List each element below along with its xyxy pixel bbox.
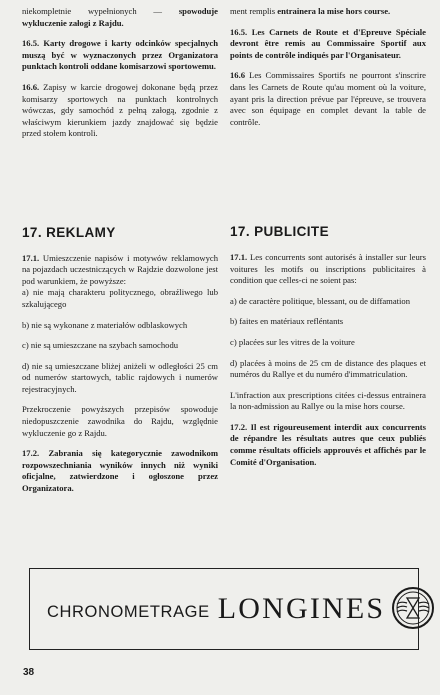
paragraph-16-5 xyxy=(230,27,426,62)
paragraph-number: 17.2. xyxy=(22,448,40,459)
continuation-paragraph xyxy=(22,6,218,29)
list-item: c) placées sur les vitres de la voiture xyxy=(230,336,355,347)
paragraph-text: Karty drogowe i karty odcinków specjalnych muszą być w wyznaczonych przez Organizatora punktach kontroli oddane komisarzowi sportowemu. xyxy=(22,38,218,72)
paragraph-number: 16.6. xyxy=(22,81,40,92)
winged-hourglass-logo-icon xyxy=(391,586,435,635)
penalty-paragraph: Przekroczenie powyższych przepisów spowoduje niedopuszczenie zawodnika do Rajdu, względnie wykluczenie go z Rajdu. xyxy=(22,404,218,438)
paragraph-number: 16.5. xyxy=(230,26,248,37)
paragraph-number: 16.6 xyxy=(230,70,246,81)
continuation-text: ment remplis xyxy=(230,6,276,16)
paragraph-number: 17.1. xyxy=(230,251,248,262)
paragraph-text: Zapisy w karcie drogowej dokonane będą przez komisarzy sportowych na punktach kontrolnych wówczas, gdy samochód z pełną załogą, zgodnie z właściwym kierunkiem jazdy znajdować się będzie przed stołem kontroli. xyxy=(22,81,218,139)
list-item: d) nie są umieszczane bliżej aniżeli w odległości 25 cm od numerów startowych, tablic rajdowych i numerów rejestracyjnych. xyxy=(22,360,218,394)
polish-column xyxy=(22,6,218,504)
paragraph-text: Les Carnets de Route et d'Epreuve Spéciale devront être remis au Commissaire Sportif aux points de contrôle indiqués par l'Organisateur. xyxy=(230,26,426,60)
paragraph-number: 17.2. xyxy=(230,421,248,432)
list-item: c) nie są umieszczane na szybach samochodu xyxy=(22,340,179,351)
paragraph-17-2 xyxy=(22,448,218,494)
paragraph-text: Zabrania się kategorycznie zawodnikom rozpowszechniania wyników innych niż wyniki oficjalne, zatwierdzone i ogłoszone przez Organizatora. xyxy=(22,448,218,494)
list-item: a) nie mają charakteru politycznego, obraźliwego lub szkalującego xyxy=(22,287,218,309)
ad-brand-name: LONGINES xyxy=(217,592,386,625)
list-item: b) faites en matériaux refléntants xyxy=(230,316,344,327)
paragraph-text: Umieszczenie napisów i motywów reklamowych na pojazdach uczestniczących w Rajdzie dozwolone jest pod warunkiem, że powyższe: xyxy=(22,252,218,286)
section-heading: 17. PUBLICITE xyxy=(230,224,329,240)
paragraph-16-5 xyxy=(22,38,218,73)
ad-chronometrage-text: CHRONOMETRAGE xyxy=(47,602,210,621)
paragraph-text: Il est rigoureusement interdit aux concurrents de répandre les résultats autres que ceux publiés comme résultats officiels approuvés et affichés par le Comité d'Organisation. xyxy=(230,421,426,467)
page-number: 38 xyxy=(23,667,35,678)
paragraph-text: Les Commissaires Sportifs ne pourront s'inscrire dans les Carnets de Route qu'au moment où la voiture, ayant pris la direction prévue par l'épreuve, se trouvera avec son équipage en complet devant la table de contrôle. xyxy=(230,70,426,127)
continuation-bold: spowoduje wykluczenie załogi z Rajdu. xyxy=(22,6,218,28)
paragraph-number: 17.1. xyxy=(22,252,40,263)
longines-advertisement xyxy=(29,568,419,650)
paragraph-17-1 xyxy=(22,253,218,288)
french-column xyxy=(230,6,426,477)
paragraph-16-6 xyxy=(22,82,218,140)
paragraph-number: 16.5. xyxy=(22,38,40,49)
list-item: b) nie są wykonane z materiałów odblaskowych xyxy=(22,319,188,330)
list-item: a) de caractère politique, blessant, ou de diffamation xyxy=(230,295,410,306)
paragraph-text: Les concurrents sont autorisés à installer sur leurs voitures les motifs ou inscriptions publicitaires à condition que celles-ci ne soient pas: xyxy=(230,251,426,286)
penalty-paragraph: L'infraction aux prescriptions citées ci-dessus entrainera la non-admission au Rallye ou la mise hors course. xyxy=(230,389,426,412)
list-item: d) placées à moins de 25 cm de distance des plaques et numéros du Rallye et du numéro d'immatriculation. xyxy=(230,357,426,380)
continuation-text: niekompletnie wypełnionych — xyxy=(22,6,163,16)
paragraph-16-6 xyxy=(230,70,426,128)
paragraph-17-2 xyxy=(230,422,426,468)
continuation-paragraph xyxy=(230,6,426,18)
paragraph-17-1 xyxy=(230,252,426,287)
section-heading: 17. REKLAMY xyxy=(22,224,116,240)
continuation-bold: entrainera la mise hors course. xyxy=(277,6,391,16)
